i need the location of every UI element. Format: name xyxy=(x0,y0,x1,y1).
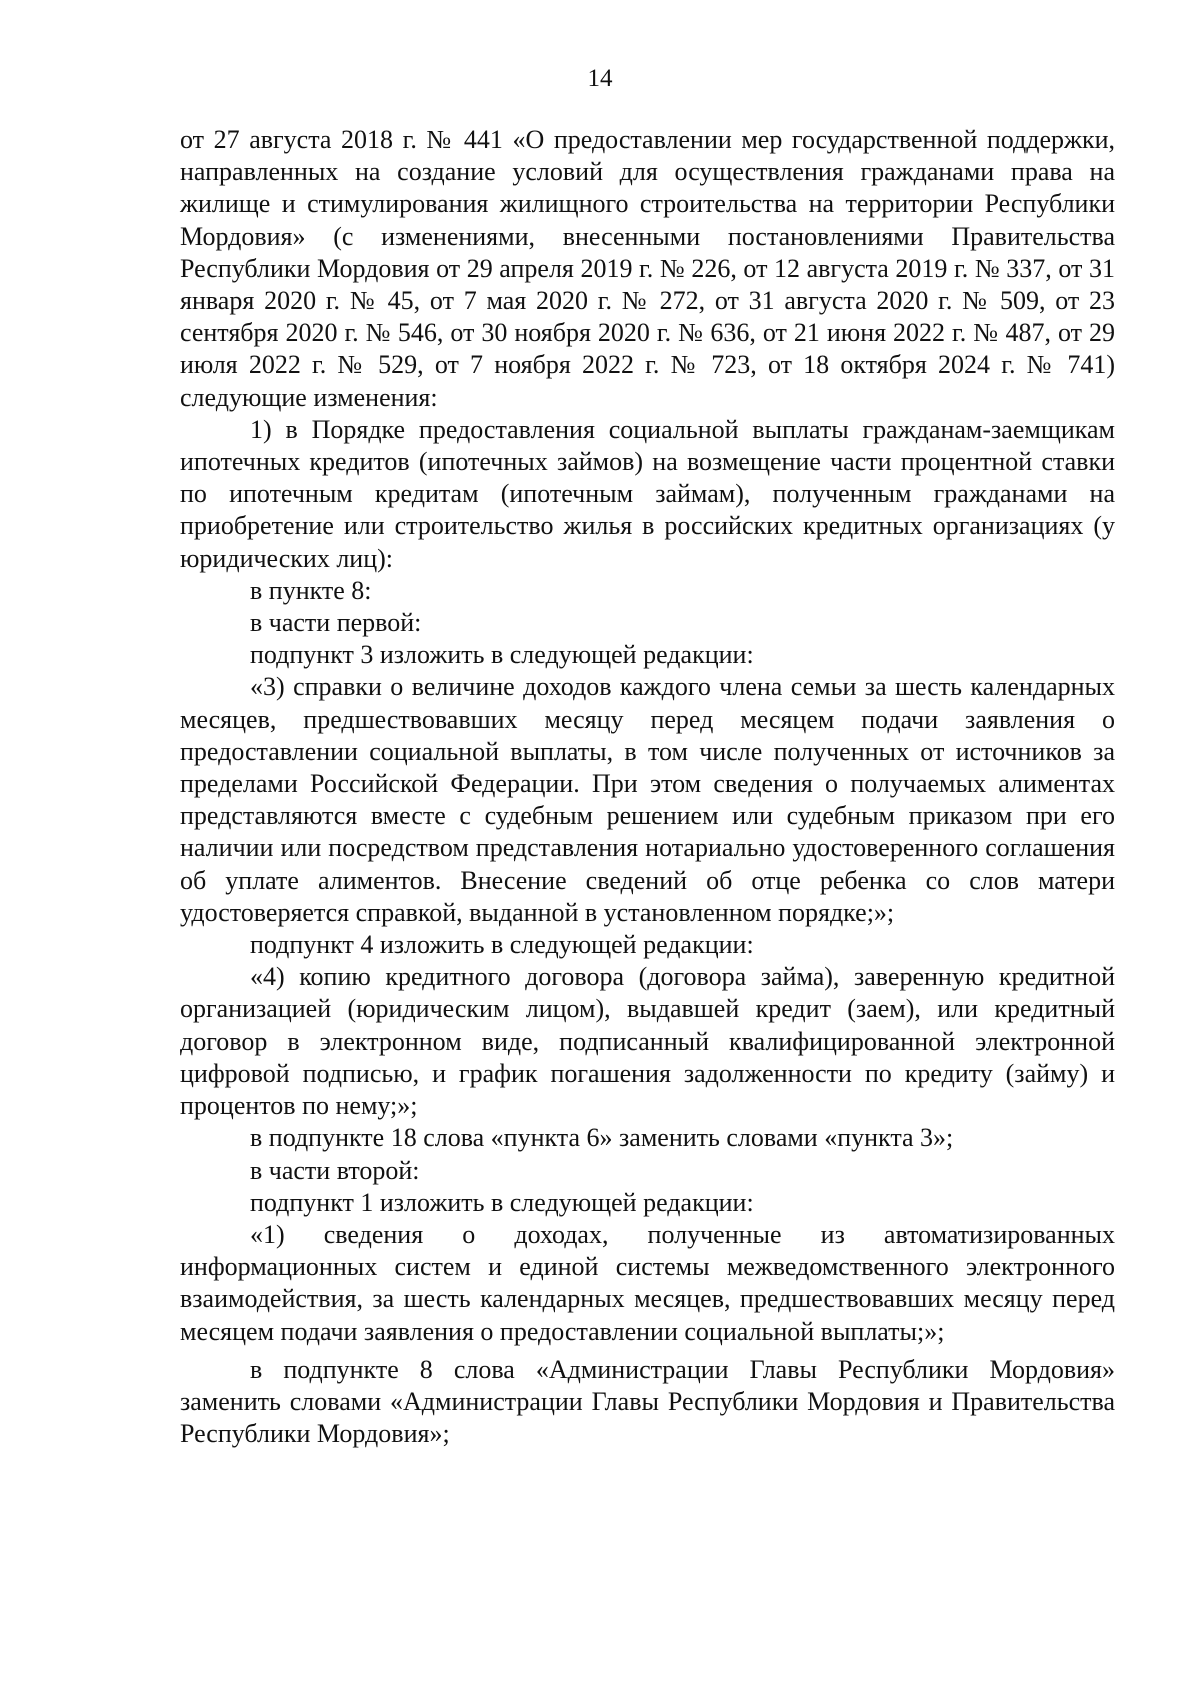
paragraph-item-1-procedure: 1) в Порядке предоставления социальной выплаты гражданам-заемщикам ипотечных кредитов (ипотечных займов) на возмещение части процентной ставки по ипотечным кредитам (ипотечным займам), полученным гражданами на приобретение или строительство жилья в российских кредитных организациях (у юридических лиц): xyxy=(180,414,1115,573)
paragraph-amendment-intro: от 27 августа 2018 г. № 441 «О предоставлении мер государственной поддержки, направленных на создание условий для осуществления гражданами права на жилище и стимулирования жилищного строительства на территории Республики Мордовия» (с изменениями, внесенными постановлениями Правительства Республики Мордовия от 29 апреля 2019 г. № 226, от 12 августа 2019 г. № 337, от 31 января 2020 г. № 45, от 7 мая 2020 г. № 272, от 31 августа 2020 г. № 509, от 23 сентября 2020 г. № 546, от 30 ноября 2020 г. № 636, от 21 июня 2022 г. № 487, от 29 июля 2022 г. № 529, от 7 ноября 2022 г. № 723, от 18 октября 2024 г. № 741) следующие изменения: xyxy=(180,125,1115,412)
paragraph-subclause-3-text: «3) справки о величине доходов каждого члена семьи за шесть календарных месяцев, предшествовавших месяцу перед месяцем подачи заявления о предоставлении социальной выплаты, в том числе полученных от источников за пределами Российской Федерации. При этом сведения о получаемых алиментах представляются вместе с судебным решением или судебным приказом при его наличии или посредством представления нотариально удостоверенного соглашения об уплате алиментов. Внесение сведений об отце ребенка со слов матери удостоверяется справкой, выданной в установленном порядке;»; xyxy=(180,672,1115,927)
paragraph-part-two: в части второй: xyxy=(250,1155,420,1185)
paragraph-subclause-1-text: «1) сведения о доходах, полученные из автоматизированных информационных систем и единой системы межведомственного электронного взаимодействия, за шесть календарных месяцев, предшествовавших месяцу перед месяцем подачи заявления о предоставлении социальной выплаты;»; xyxy=(180,1219,1115,1346)
paragraph-subclause-18: в подпункте 18 слова «пункта 6» заменить словами «пункта 3»; xyxy=(250,1123,954,1153)
paragraph-subclause-4-heading: подпункт 4 изложить в следующей редакции: xyxy=(250,930,754,960)
paragraph-part-one: в части первой: xyxy=(250,608,422,638)
page-number: 14 xyxy=(587,65,613,92)
paragraph-subclause-1-heading: подпункт 1 изложить в следующей редакции: xyxy=(250,1187,754,1217)
document-body xyxy=(180,124,1115,1450)
paragraph-subclause-4-text: «4) копию кредитного договора (договора займа), заверенную кредитной организацией (юридическим лицом), выдавшей кредит (заем), или кредитный договор в электронном виде, подписанный квалифицированной электронной цифровой подписью, и график погашения задолженности по кредиту (займу) и процентов по нему;»; xyxy=(180,962,1115,1121)
paragraph-subclause-8: в подпункте 8 слова «Администрации Главы Республики Мордовия» заменить словами «Администрации Главы Республики Мордовия и Правительства Республики Мордовия»; xyxy=(180,1354,1115,1449)
paragraph-subclause-3-heading: подпункт 3 изложить в следующей редакции: xyxy=(250,640,754,670)
paragraph-clause-8: в пункте 8: xyxy=(250,575,372,605)
